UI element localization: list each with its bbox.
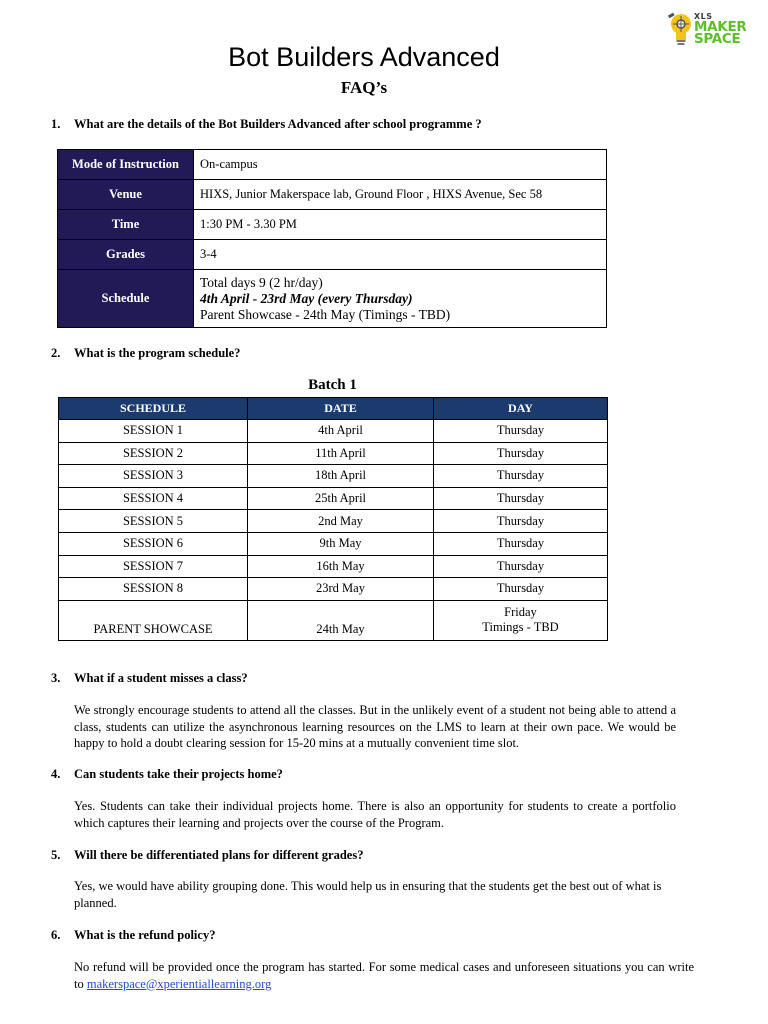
logo-space-text: SPACE xyxy=(694,31,741,47)
table-row xyxy=(59,555,608,578)
details-value: On-campus xyxy=(194,150,607,180)
table-row xyxy=(59,487,608,510)
question-number: 4. xyxy=(51,767,61,781)
batch-title: Batch 1 xyxy=(308,377,357,393)
logo-maker-text: MAKER xyxy=(694,19,747,35)
details-value: HIXS, Junior Makerspace lab, Ground Floor , HIXS Avenue, Sec 58 xyxy=(194,180,607,210)
date-cell: 16th May xyxy=(248,555,434,578)
column-header: DATE xyxy=(248,398,434,420)
day-cell: Thursday xyxy=(434,578,608,601)
details-label: Mode of Instruction xyxy=(58,150,194,180)
question-2 xyxy=(51,346,240,361)
date-cell: 11th April xyxy=(248,442,434,465)
question-number: 2. xyxy=(51,346,61,360)
details-label: Schedule xyxy=(58,270,194,328)
day-cell: Thursday xyxy=(434,532,608,555)
day-cell: Thursday xyxy=(434,510,608,533)
day-cell: Thursday xyxy=(434,420,608,443)
session-cell: SESSION 2 xyxy=(59,442,248,465)
logo-xls-text: XLS xyxy=(694,12,713,21)
question-text: What if a student misses a class? xyxy=(74,671,248,685)
details-label: Venue xyxy=(58,180,194,210)
page-title: Bot Builders Advanced xyxy=(228,42,500,72)
page-subtitle: FAQ’s xyxy=(340,78,388,97)
refund-policy-text: No refund will be provided once the program has started. For some medical cases and unforeseen situations you can write to xyxy=(74,960,694,991)
question-number: 1. xyxy=(51,117,61,131)
day-cell: Thursday xyxy=(434,555,608,578)
question-text: What are the details of the Bot Builders Advanced after school programme ? xyxy=(74,117,482,131)
day-cell xyxy=(434,600,608,640)
details-label: Time xyxy=(58,210,194,240)
showcase-timings: Timings - TBD xyxy=(482,620,559,635)
table-row-parent-showcase xyxy=(59,600,608,640)
table-header-row xyxy=(59,398,608,420)
question-number: 6. xyxy=(51,928,61,942)
question-4 xyxy=(51,767,283,782)
date-cell: 4th April xyxy=(248,420,434,443)
column-header: SCHEDULE xyxy=(59,398,248,420)
session-cell: SESSION 3 xyxy=(59,465,248,488)
day-cell: Thursday xyxy=(434,465,608,488)
details-row xyxy=(58,150,607,180)
makerspace-logo xyxy=(666,10,758,46)
question-text: What is the program schedule? xyxy=(74,346,241,360)
batch-schedule-table xyxy=(58,397,608,641)
schedule-date-range: 4th April - 23rd May (every Thursday) xyxy=(200,290,413,306)
details-value: 3-4 xyxy=(194,240,607,270)
details-row xyxy=(58,240,607,270)
details-value: 1:30 PM - 3.30 PM xyxy=(194,210,607,240)
date-cell: 9th May xyxy=(248,532,434,555)
session-cell: SESSION 4 xyxy=(59,487,248,510)
date-cell: 25th April xyxy=(248,487,434,510)
showcase-day: Friday xyxy=(504,605,537,620)
date-cell: 18th April xyxy=(248,465,434,488)
schedule-parent-showcase: Parent Showcase - 24th May (Timings - TBD) xyxy=(200,306,451,322)
table-row xyxy=(59,578,608,601)
programme-details-table xyxy=(57,149,607,328)
table-row xyxy=(59,442,608,465)
table-row xyxy=(59,532,608,555)
session-cell: PARENT SHOWCASE xyxy=(59,600,248,640)
question-text: Can students take their projects home? xyxy=(74,767,283,781)
makerspace-email-link[interactable]: makerspace@xperientiallearning.org xyxy=(86,976,272,991)
question-number: 3. xyxy=(51,671,61,685)
table-row xyxy=(59,420,608,443)
answer-3: We strongly encourage students to attend all the classes. But in the unlikely event of a student not being able to attend a class, students can utilize the asynchronous learning resources on the LMS to learn at their own pace. We would be happy to hold a doubt clearing session for 15-20 mins at a mutually convenient time slot. xyxy=(74,703,676,750)
date-cell: 23rd May xyxy=(248,578,434,601)
question-text: What is the refund policy? xyxy=(74,928,216,942)
question-text: Will there be differentiated plans for different grades? xyxy=(74,848,364,862)
details-label: Grades xyxy=(58,240,194,270)
schedule-total-days: Total days 9 (2 hr/day) xyxy=(200,274,323,290)
session-cell: SESSION 8 xyxy=(59,578,248,601)
table-row xyxy=(59,465,608,488)
question-3 xyxy=(51,671,248,686)
session-cell: SESSION 1 xyxy=(59,420,248,443)
session-cell: SESSION 5 xyxy=(59,510,248,533)
table-row xyxy=(59,510,608,533)
answer-5: Yes, we would have ability grouping done. This would help us in ensuring that the students get the best out of what is planned. xyxy=(74,879,662,910)
question-6 xyxy=(51,928,215,943)
details-row-schedule xyxy=(58,270,607,328)
session-cell: SESSION 7 xyxy=(59,555,248,578)
column-header: DAY xyxy=(434,398,608,420)
answer-4: Yes. Students can take their individual projects home. There is also an opportunity for students to create a portfolio which captures their learning and projects over the course of the Program. xyxy=(74,799,676,830)
question-1 xyxy=(51,117,482,132)
day-cell: Thursday xyxy=(434,442,608,465)
lightbulb-logo-icon xyxy=(666,10,696,46)
details-row xyxy=(58,180,607,210)
answer-6 xyxy=(74,959,694,992)
schedule-details xyxy=(194,270,607,328)
date-cell: 24th May xyxy=(248,600,434,640)
details-row xyxy=(58,210,607,240)
date-cell: 2nd May xyxy=(248,510,434,533)
session-cell: SESSION 6 xyxy=(59,532,248,555)
question-5 xyxy=(51,848,363,863)
question-number: 5. xyxy=(51,848,61,862)
day-cell: Thursday xyxy=(434,487,608,510)
